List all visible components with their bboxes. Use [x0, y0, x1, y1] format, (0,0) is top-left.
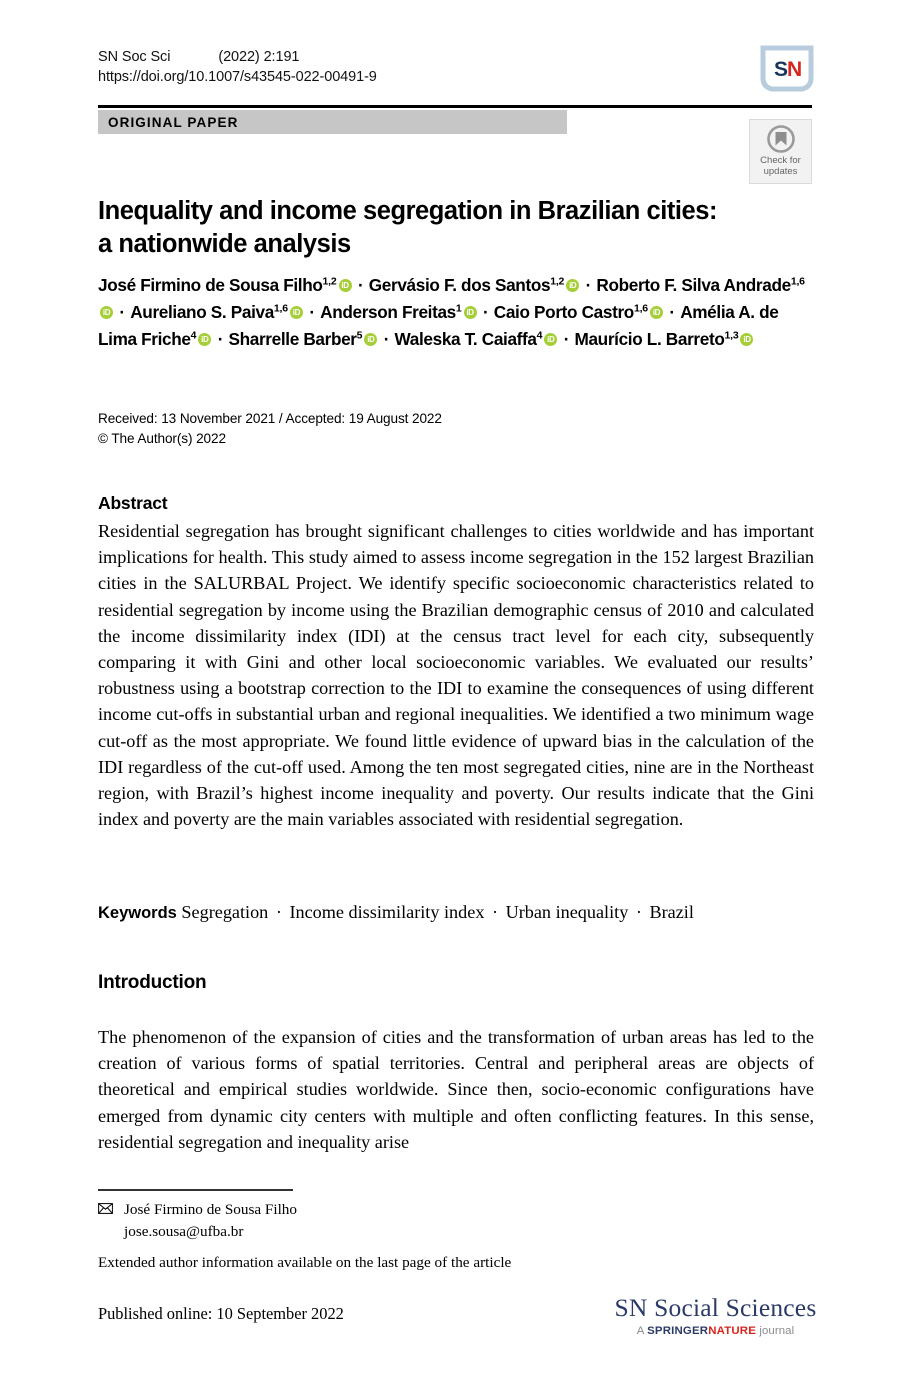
corresponding-author-block	[98, 1199, 698, 1243]
author-list	[98, 272, 814, 353]
author-entry	[229, 329, 379, 349]
author-affiliation-marker: 1,6	[273, 302, 288, 315]
doi-link[interactable]: https://doi.org/10.1007/s43545-022-00491-9	[98, 69, 377, 85]
brand-tag-nature: NATURE	[708, 1325, 757, 1337]
author-separator: ·	[213, 329, 228, 349]
keywords-label: Keywords	[98, 904, 177, 922]
orcid-icon[interactable]	[566, 279, 579, 292]
author-affiliation-marker: 1,2	[322, 275, 337, 288]
check-for-updates-badge[interactable]	[749, 119, 812, 184]
author-affiliation-marker: 4	[536, 329, 543, 342]
check-updates-line-1: Check for	[760, 155, 801, 166]
author-separator: ·	[559, 329, 574, 349]
keyword-item[interactable]: Urban inequality	[505, 902, 629, 922]
author-name: Amélia A. de Lima Friche	[98, 302, 779, 349]
corresponding-author-name: José Firmino de Sousa Filho	[124, 1201, 297, 1218]
brand-tag-a: A	[636, 1325, 644, 1337]
author-affiliation-marker: 1,6	[790, 275, 805, 288]
author-entry	[369, 275, 580, 295]
journal-brand-logo	[613, 1293, 818, 1339]
brand-tag-journal: journal	[759, 1325, 795, 1337]
author-name: Aureliano S. Paiva	[130, 302, 274, 322]
springer-nature-logo	[760, 45, 814, 93]
brand-name: SN Social Sciences	[614, 1293, 817, 1322]
header-rule	[98, 105, 812, 108]
footnote-rule	[98, 1189, 293, 1191]
orcid-icon[interactable]	[364, 333, 377, 346]
author-entry	[98, 275, 353, 295]
svg-text:N: N	[787, 58, 803, 81]
orcid-icon[interactable]	[464, 306, 477, 319]
title-line-2: a nationwide analysis	[98, 230, 351, 259]
svg-text:S: S	[774, 58, 789, 81]
keyword-item[interactable]: Segregation	[181, 902, 269, 922]
keywords-line	[98, 899, 814, 926]
author-affiliation-marker: 4	[190, 329, 197, 342]
keyword-separator: ·	[487, 902, 503, 922]
crossmark-icon	[766, 124, 796, 154]
author-affiliation-marker: 1,3	[724, 329, 739, 342]
journal-volume: (2022) 2:191	[218, 49, 300, 65]
orcid-icon[interactable]	[100, 306, 113, 319]
orcid-icon[interactable]	[339, 279, 352, 292]
author-affiliation-marker: 1,6	[633, 302, 648, 315]
brand-tagline	[613, 1324, 818, 1339]
author-entry	[320, 302, 477, 322]
author-name: Sharrelle Barber	[228, 329, 357, 349]
orcid-icon[interactable]	[290, 306, 303, 319]
orcid-icon[interactable]	[650, 306, 663, 319]
author-separator: ·	[664, 302, 680, 322]
title-line-1: Inequality and income segregation in Brazilian cities:	[98, 197, 718, 226]
author-name: Caio Porto Castro	[493, 302, 634, 322]
author-entry	[395, 329, 559, 349]
author-entry	[494, 302, 664, 322]
author-separator: ·	[304, 302, 320, 322]
abstract-text: Residential segregation has brought significant challenges to cities worldwide and has important implications for health. This study aimed to assess income segregation in the 152 largest Brazilian cities in the SALURBAL Project. We identify specific socioeconomic characteristics related to residential segregation by income using the Brazilian demographic census of 2010 and calculated the income dissimilarity index (IDI) at the census tract level for each city, subsequently comparing it with Gini and other local socioeconomic variables. We evaluated our results’ robustness using a bootstrap correction to the IDI to examine the consequences of using different income cut-offs in substantial urban and regional inequalities. We identified a two minimum wage cut-off as the most appropriate. We found little evidence of upward bias in the calculation of the IDI regardless of the cut-off used. Among the ten most segregated cities, nine are in the Northeast region, with Brazil’s highest income inequality and poverty. Our results indicate that the Gini index and poverty are the main variables associated with residential segregation.	[98, 521, 814, 830]
keyword-separator: ·	[631, 902, 647, 922]
author-name: Anderson Freitas	[320, 302, 456, 322]
published-online-date: Published online: 10 September 2022	[98, 1304, 344, 1323]
keyword-item[interactable]: Brazil	[649, 902, 694, 922]
page-title	[98, 195, 798, 261]
corresponding-author-email[interactable]: jose.sousa@ufba.br	[124, 1223, 244, 1240]
author-name: Waleska T. Caiaffa	[394, 329, 537, 349]
paper-type-label: ORIGINAL PAPER	[108, 115, 239, 130]
author-separator: ·	[581, 275, 596, 295]
author-separator: ·	[478, 302, 493, 322]
envelope-icon	[98, 1199, 113, 1210]
keyword-item[interactable]: Income dissimilarity index	[289, 902, 485, 922]
author-entry	[575, 329, 755, 349]
author-name: José Firmino de Sousa Filho	[98, 275, 323, 295]
author-affiliation-marker: 1	[455, 302, 462, 315]
keyword-separator: ·	[271, 902, 287, 922]
author-name: Maurício L. Barreto	[574, 329, 725, 349]
journal-citation-line	[98, 47, 377, 67]
journal-header	[98, 47, 377, 87]
author-name: Roberto F. Silva Andrade	[596, 275, 791, 295]
introduction-text: The phenomenon of the expansion of cities and the transformation of urban areas has led to the creation of various forms of spatial territories. Central and peripheral areas are objects of theoretical and empirical studies worldwide. Since then, socio-economic configurations have emerged from dynamic city centers with multiple and often conflicting features. In this sense, residential segregation and inequality arise	[98, 1027, 814, 1152]
introduction-heading: Introduction	[98, 972, 207, 993]
check-updates-line-2: updates	[763, 166, 798, 177]
extended-author-info: Extended author information available on the last page of the article	[98, 1254, 512, 1271]
abstract-heading: Abstract	[98, 493, 168, 513]
author-affiliation-marker: 5	[356, 329, 363, 342]
author-separator: ·	[115, 302, 130, 322]
orcid-icon[interactable]	[740, 333, 753, 346]
author-name: Gervásio F. dos Santos	[368, 275, 551, 295]
article-dates	[98, 409, 442, 449]
author-separator: ·	[353, 275, 368, 295]
author-affiliation-marker: 1,2	[550, 275, 565, 288]
brand-tag-springer: SPRINGER	[647, 1325, 709, 1337]
author-separator: ·	[379, 329, 394, 349]
orcid-icon[interactable]	[198, 333, 211, 346]
journal-name: SN Soc Sci	[98, 49, 171, 65]
received-accepted: Received: 13 November 2021 / Accepted: 19 August 2022	[98, 411, 442, 426]
keywords-items	[181, 902, 694, 922]
copyright-line: © The Author(s) 2022	[98, 431, 226, 446]
author-entry	[130, 302, 304, 322]
orcid-icon[interactable]	[544, 333, 557, 346]
